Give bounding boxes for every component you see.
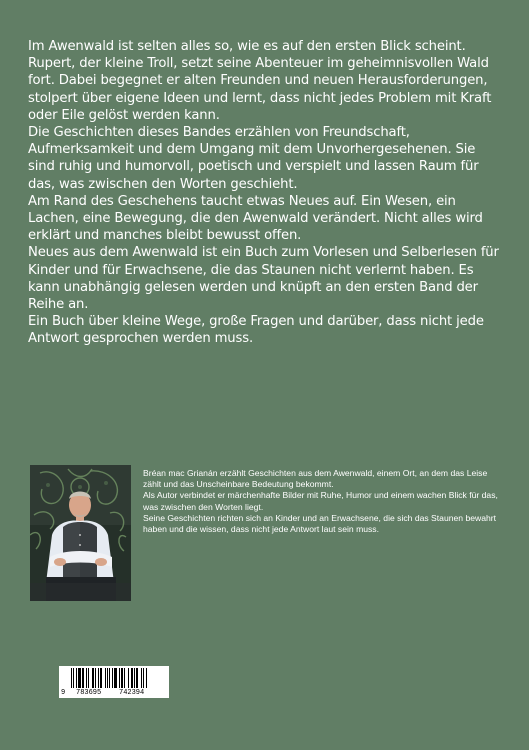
author-bio-paragraph: Bréan mac Grianán erzählt Geschichten aus dem Awenwald, einem Ort, an dem das Leise zählt und das Unscheinbare Bedeutung bekommt. xyxy=(143,468,488,490)
barcode-right-digits: 742394 xyxy=(119,689,145,697)
isbn-barcode xyxy=(59,666,169,698)
blurb-paragraph: Am Rand des Geschehens taucht etwas Neues auf. Ein Wesen, ein Lachen, eine Bewegung, die den Awenwald verändert. Nicht alles wird erklärt und manches bleibt bewusst offen. xyxy=(28,193,483,244)
author-portrait-image xyxy=(30,465,131,601)
blurb-paragraph: Neues aus dem Awenwald ist ein Buch zum Vorlesen und Selberlesen für Kinder und für Erwachsene, die das Staunen nicht verlernt haben. Es kann unabhängig gelesen werden und knüpft an den ersten Band der Reihe an. xyxy=(28,245,499,313)
author-photo xyxy=(30,465,131,601)
blurb-paragraph: Die Geschichten dieses Bandes erzählen von Freundschaft, Aufmerksamkeit und dem Umgang mit dem Unvorhergesehenen. Sie sind ruhig und humorvoll, poetisch und verspielt und lassen Raum für das, was zwischen den Worten geschieht. xyxy=(28,125,479,192)
blurb-paragraph: Im Awenwald ist selten alles so, wie es auf den ersten Blick scheint. Rupert, der kleine Troll, setzt seine Abenteuer im geheimnisvollen Wald fort. Dabei begegnet er alten Freunden und neuen Herausforderungen, stolpert über eigene Ideen und lernt, dass nicht jedes Problem mit Kraft oder Eile gelöst werden kann. xyxy=(28,39,492,123)
barcode-digits xyxy=(59,689,169,698)
author-bio xyxy=(143,468,501,535)
author-bio-paragraph: Als Autor verbindet er märchenhafte Bilder mit Ruhe, Humor und einem wachen Blick für das, was zwischen den Worten liegt. xyxy=(143,490,498,512)
blurb xyxy=(28,38,503,348)
barcode-left-digits: 783695 xyxy=(76,689,102,697)
blurb-paragraph: Ein Buch über kleine Wege, große Fragen und darüber, dass nicht jede Antwort gesprochen werden muss. xyxy=(28,314,484,347)
barcode-first-digit: 9 xyxy=(61,689,66,697)
author-bio-paragraph: Seine Geschichten richten sich an Kinder und an Erwachsene, die sich das Staunen bewahrt haben und die wissen, dass nicht jede Antwort laut sein muss. xyxy=(143,512,497,535)
barcode-bars xyxy=(59,666,169,690)
